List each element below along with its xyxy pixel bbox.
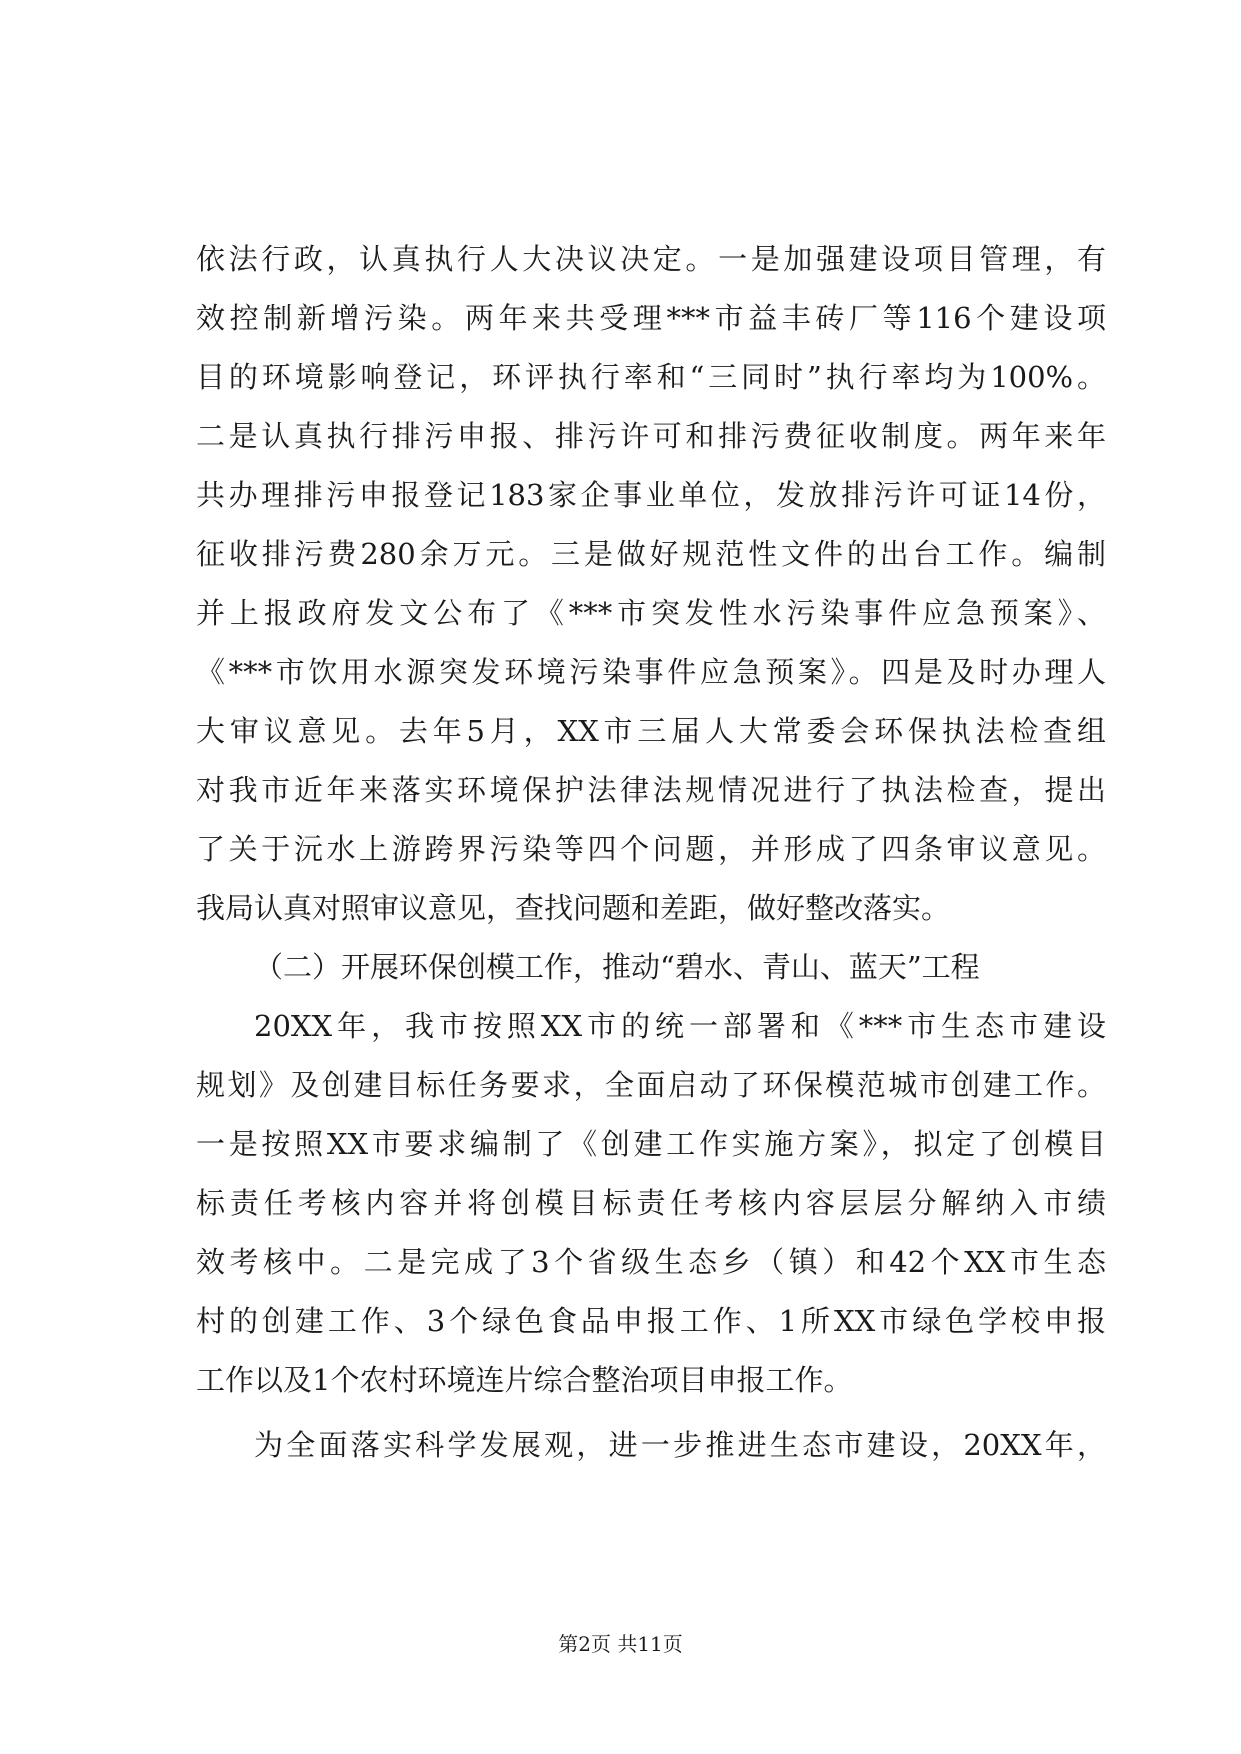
text-line: 征收排污费280余万元。三是做好规范性文件的出台工作。编制 bbox=[196, 537, 1106, 571]
paragraph-3 bbox=[196, 1416, 1106, 1475]
text-line: 20XX年，我市按照XX市的统一部署和《***市生态市建设 bbox=[254, 1009, 1106, 1043]
section-heading: （二）开展环保创模工作，推动“碧水、青山、蓝天”工程 bbox=[254, 950, 980, 984]
text-line: 共办理排污申报登记183家企事业单位，发放排污许可证14份， bbox=[196, 478, 1106, 512]
text-line: 标责任考核内容并将创模目标责任考核内容层层分解纳入市绩 bbox=[196, 1186, 1106, 1220]
text-line: 二是认真执行排污申报、排污许可和排污费征收制度。两年来年 bbox=[196, 419, 1106, 453]
text-line: 规划》及创建目标任务要求，全面启动了环保模范城市创建工作。 bbox=[196, 1068, 1106, 1102]
text-line: 效考核中。二是完成了3个省级生态乡（镇）和42个XX市生态 bbox=[196, 1245, 1106, 1279]
page-footer bbox=[0, 1630, 1241, 1658]
text-line: 对我市近年来落实环境保护法律法规情况进行了执法检查，提出 bbox=[196, 773, 1106, 807]
text-line: 为全面落实科学发展观，进一步推进生态市建设，20XX年， bbox=[254, 1428, 1106, 1462]
text-line: 村的创建工作、3个绿色食品申报工作、1所XX市绿色学校申报 bbox=[196, 1304, 1106, 1338]
paragraph-1 bbox=[196, 230, 1106, 938]
text-line: 《***市饮用水源突发环境污染事件应急预案》。四是及时办理人 bbox=[196, 655, 1106, 689]
paragraph-2 bbox=[196, 997, 1106, 1410]
text-line: 了关于沅水上游跨界污染等四个问题，并形成了四条审议意见。 bbox=[196, 832, 1106, 866]
text-line: 我局认真对照审议意见，查找问题和差距，做好整改落实。 bbox=[196, 891, 951, 925]
text-line: 一是按照XX市要求编制了《创建工作实施方案》，拟定了创模目 bbox=[196, 1127, 1106, 1161]
text-line: 依法行政，认真执行人大决议决定。一是加强建设项目管理，有 bbox=[196, 242, 1106, 276]
text-line: 大审议意见。去年5月，XX市三届人大常委会环保执法检查组 bbox=[196, 714, 1106, 748]
text-line: 工作以及1个农村环境连片综合整治项目申报工作。 bbox=[196, 1363, 853, 1397]
text-line: 目的环境影响登记，环评执行率和“三同时”执行率均为100%。 bbox=[196, 360, 1106, 394]
document-body bbox=[196, 230, 1106, 1475]
text-line: 效控制新增污染。两年来共受理***市益丰砖厂等116个建设项 bbox=[196, 301, 1106, 335]
text-line: 并上报政府发文公布了《***市突发性水污染事件应急预案》、 bbox=[196, 596, 1106, 630]
page-number: 第2页 共11页 bbox=[558, 1632, 683, 1656]
